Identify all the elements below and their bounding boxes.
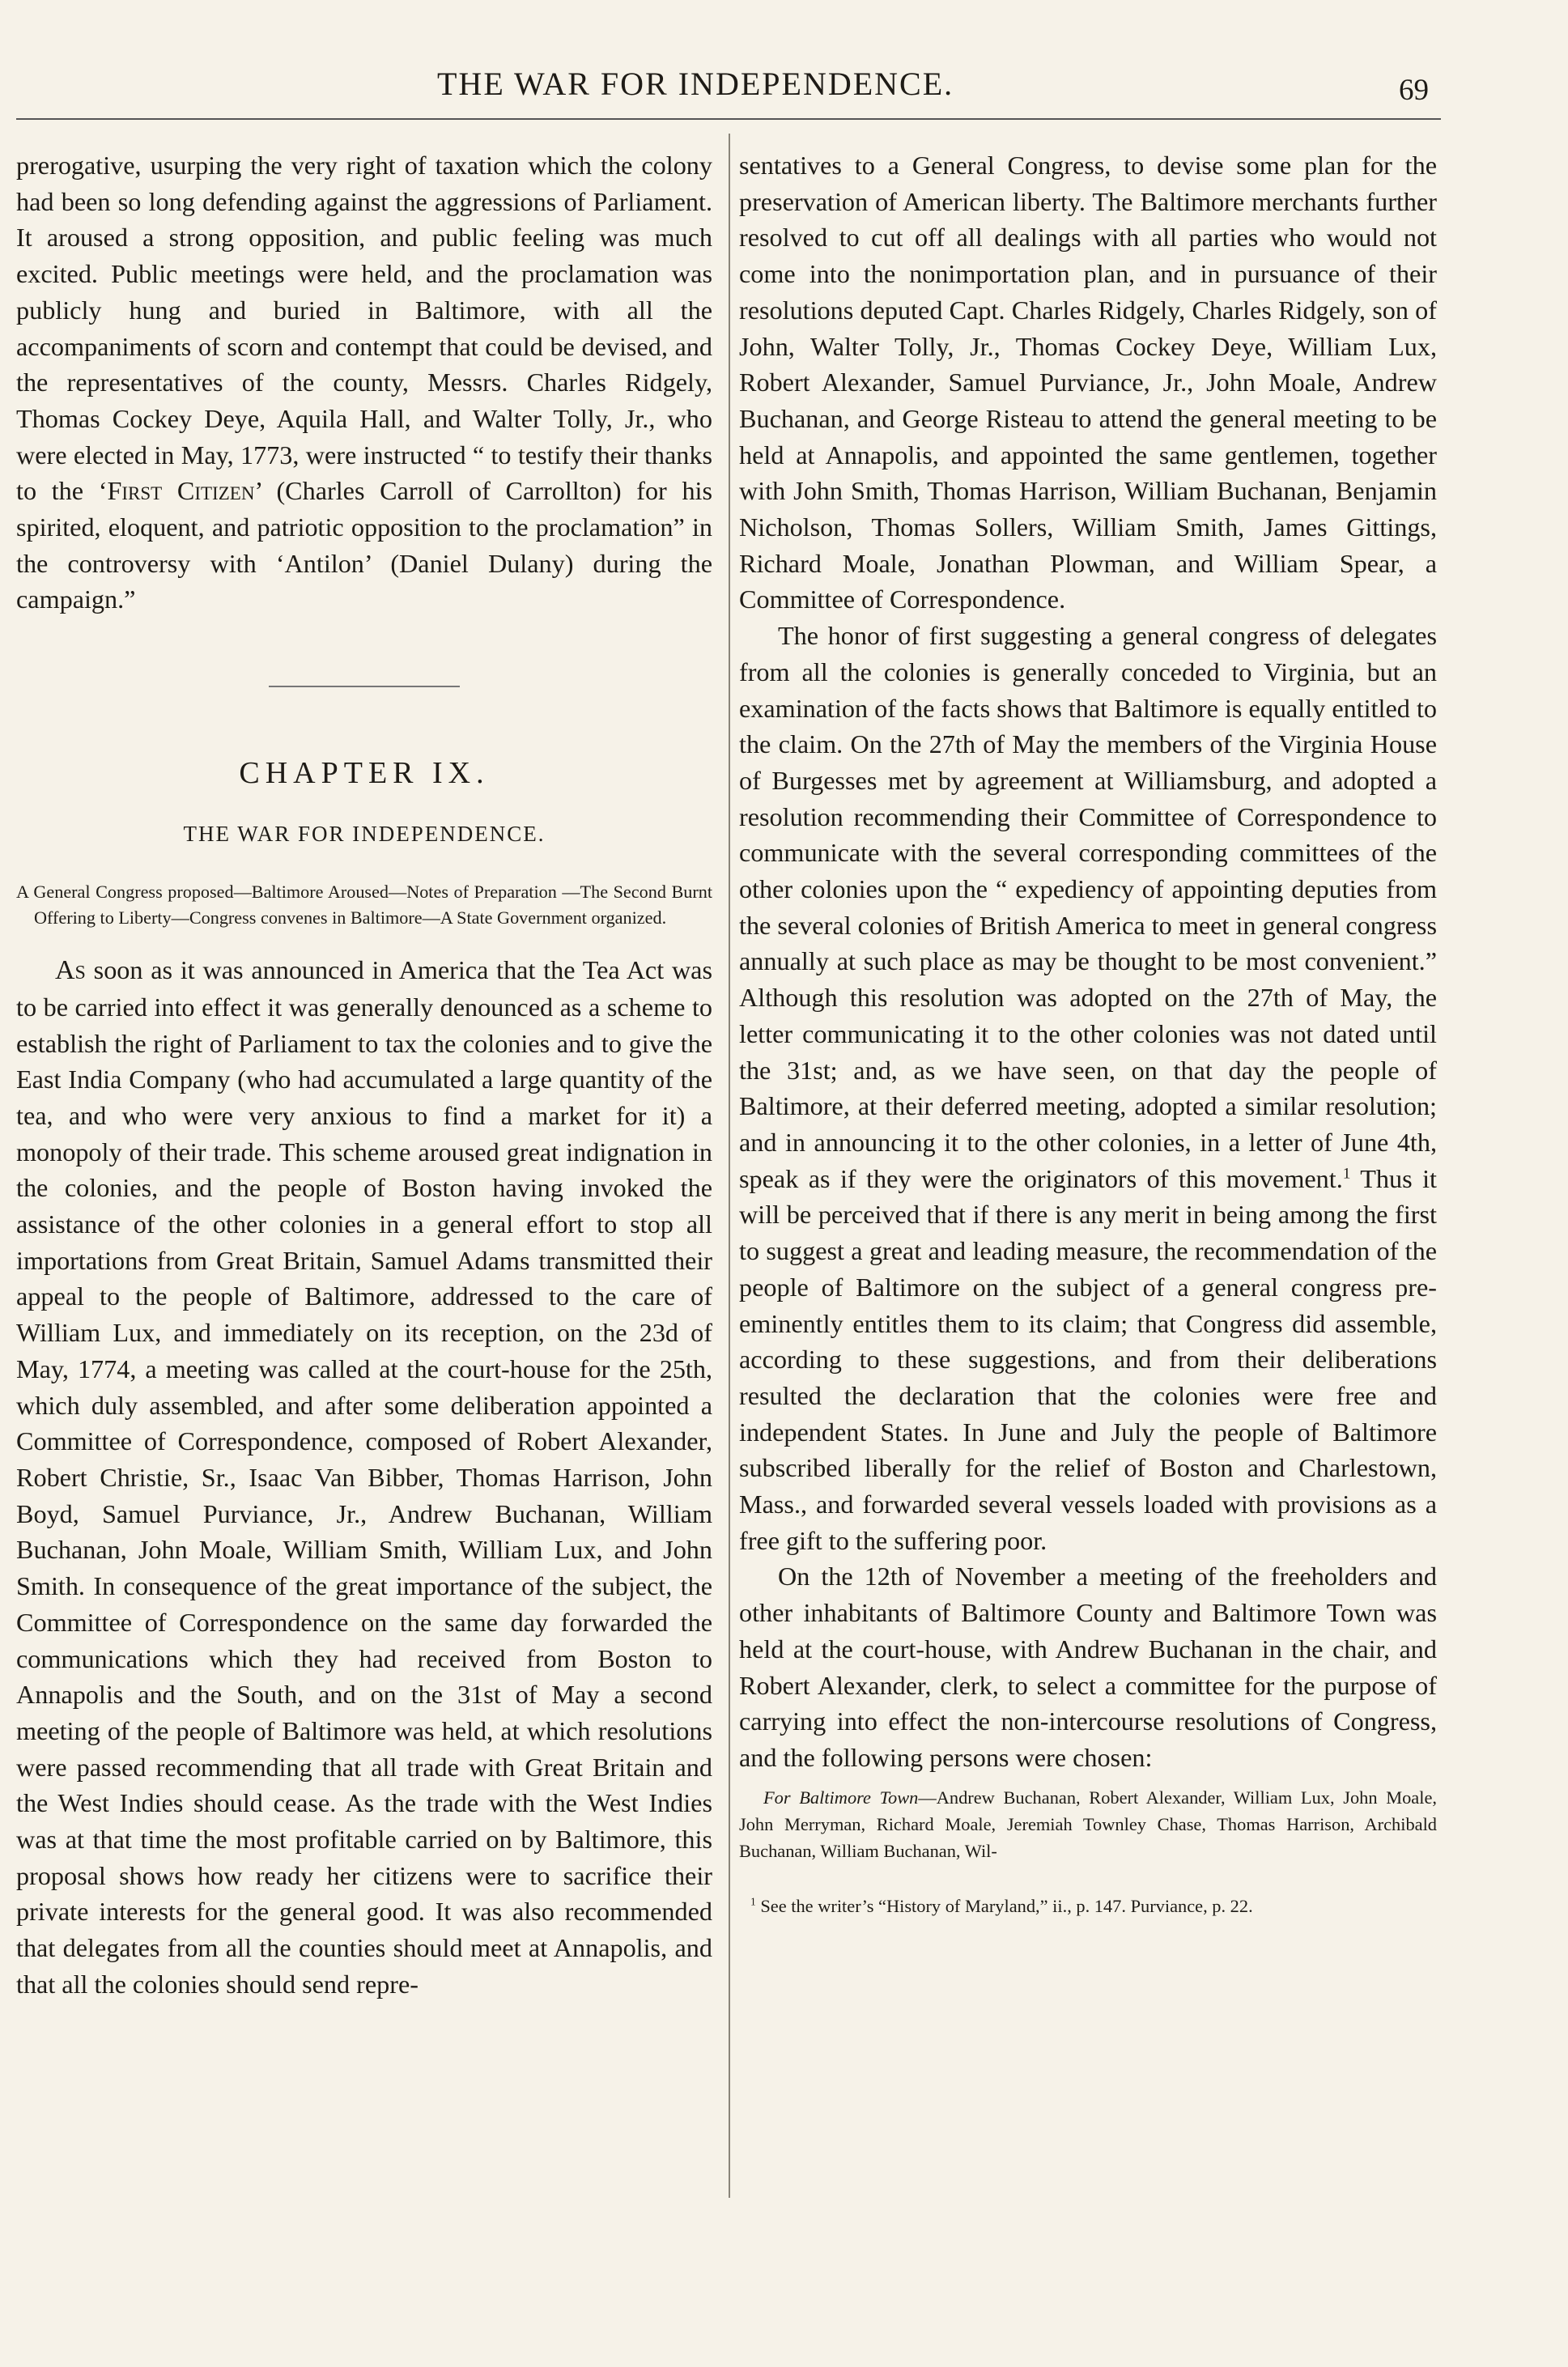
opening-lead-word: As xyxy=(55,955,86,986)
paragraph-2-text: The honor of first suggesting a general congress of delegates from all the colonies is generally conceded to Virginia, but an examination of the facts shows that Baltimore is equally entitled to the claim. On the 27th of May the members of the Virginia House of Burgesses met by agreement at Williamsburg, and adopted a resolution recommending their Committee of Correspondence to communicate with the several corresponding committees of the other colonies upon the “ expediency of appointing deputies from the several colonies of British America to meet in general congress annually at such place as may be thought to be most convenient.” Although this resolution was adopted on the 27th of May, the letter communicating it to the other colonies was not dated until the 31st; and, as we have seen, on that day the people of Baltimore, at their deferred meeting, adopted a similar resolution; and in announcing it to the other colonies, in a letter of June 4th, speak as if they were the originators of this movement. xyxy=(739,621,1437,1193)
page-number: 69 xyxy=(1399,74,1429,107)
running-head xyxy=(0,65,1568,113)
column-divider xyxy=(729,134,730,2198)
footnote xyxy=(739,1893,1437,1919)
first-citizen-smallcaps: First Citizen xyxy=(107,476,255,506)
committee-list-text: —Andrew Buchanan, Robert Alexander, William Lux, John Moale, John Merryman, Richard Moale, Jeremiah Townley Chase, Thomas Harrison, Archibald Buchanan, William Buchanan, Wil- xyxy=(739,1787,1437,1861)
section-rule xyxy=(269,686,460,687)
footnote-reference: 1 xyxy=(1342,1164,1351,1182)
opening-paragraph-text: soon as it was announced in America that the Tea Act was to be carried into effect it was generally denounced as a scheme to establish the right of Parliament to tax the colonies and to give the East India Company (who had accumulated a large quantity of the tea, and who were very anxious to find a market for it) a monopoly of their trade. This scheme aroused great indignation in the colonies, and the people of Boston having invoked the assistance of the other colonies in a general effort to stop all importations from Great Britain, Samuel Adams transmitted their appeal to the people of Baltimore, addressed to the care of William Lux, and immediately on its reception, on the 23d of May, 1774, a meeting was called at the court-house for the 25th, which duly assembled, and after some deliberation appointed a Committee of Correspondence, composed of Robert Alexander, Robert Christie, Sr., Isaac Van Bibber, Thomas Harrison, John Boyd, Samuel Purviance, Jr., Andrew Buchanan, William Buchanan, John Moale, William Smith, William Lux, and John Smith. In consequence of the great importance of the subject, the Committee of Correspondence on the same day forwarded the communications which they had received from Boston to Annapolis and the South, and on the 31st of May a second meeting of the people of Baltimore was held, at which resolutions were passed recommending that all trade with Great Britain and the West Indies should cease. As the trade with the West Indies was at that time the most profitable carried on by Baltimore, this proposal shows how ready her citizens were to sacrifice their private interests for the general good. It was also recommended that delegates from all the counties should meet at Annapolis, and that all the colonies should send repre- xyxy=(16,955,712,1999)
paragraph-1: sentatives to a General Congress, to devise some plan for the preservation of American liberty. The Baltimore merchants further resolved to cut off all dealings with all parties who would not come into the nonimportation plan, and in pursuance of their resolutions deputed Capt. Charles Ridgely, Charles Ridgely, son of John, Walter Tolly, Jr., Thomas Cockey Deye, William Lux, Robert Alexander, Samuel Purviance, Jr., John Moale, Andrew Buchanan, and George Risteau to attend the general meeting to be held at Annapolis, and appointed the same gentlemen, together with John Smith, Thomas Harrison, William Buchanan, Benjamin Nicholson, Thomas Sollers, William Smith, James Gittings, Richard Moale, Jonathan Plowman, and William Spear, a Committee of Correspondence. xyxy=(739,151,1437,614)
footnote-mark: 1 xyxy=(750,1895,756,1908)
running-title: THE WAR FOR INDEPENDENCE. xyxy=(437,66,954,102)
left-column xyxy=(16,147,712,2003)
chapter-title: THE WAR FOR INDEPENDENCE. xyxy=(183,822,546,847)
committee-list-lead: For Baltimore Town xyxy=(763,1787,919,1808)
paragraph-text-tail: ’ (Charles Carroll of Carrollton) for his spirited, eloquent, and patriotic opposition to the proclamation” in the controversy with ‘Antilon’ (Daniel Dulany) during the campaign.” xyxy=(16,476,713,614)
paragraph-3: On the 12th of November a meeting of the freeholders and other inhabitants of Baltimore County and Baltimore Town was held at the court-house, with Andrew Buchanan in the chair, and Robert Alexander, clerk, to select a committee for the purpose of carrying into effect the non-intercourse resolutions of Congress, and the following persons were chosen: xyxy=(739,1562,1437,1772)
paragraph-2 xyxy=(739,618,1437,1558)
continued-paragraph xyxy=(16,147,712,618)
header-rule xyxy=(16,118,1441,120)
paragraph-2-tail: Thus it will be perceived that if there is any merit in being among the first to suggest a great and leading measure, the recommendation of the people of Baltimore on the subject of a general congress pre-eminently entitles them to its claim; that Congress did assemble, according to these suggestions, and from their deliberations resulted the declaration that the colonies were free and independent States. In June and July the people of Baltimore subscribed liberally for the relief of Boston and Charlestown, Mass., and forwarded several vessels loaded with provisions as a free gift to the suffering poor. xyxy=(739,1163,1437,1555)
footnote-text: See the writer’s “History of Maryland,” ii., p. 147. Purviance, p. 22. xyxy=(755,1895,1253,1916)
committee-list xyxy=(739,1784,1437,1864)
paragraph-text: prerogative, usurping the very right of taxation which the colony had been so long defending against the aggressions of Parliament. It aroused a strong opposition, and public feeling was much excited. Public meetings were held, and the proclamation was publicly hung and buried in Baltimore, with all the accompaniments of scorn and contempt that could be devised, and the representatives of the county, Messrs. Charles Ridgely, Thomas Cockey Deye, Aquila Hall, and Walter Tolly, Jr., who were elected in May, 1773, were instructed “ to testify their thanks to the ‘ xyxy=(16,151,712,506)
chapter-synopsis: A General Congress proposed—Baltimore Aroused—Notes of Preparation —The Second Burnt Offering to Liberty—Congress convenes in Baltimore—A State Government organized. xyxy=(16,882,712,929)
chapter-number: CHAPTER IX. xyxy=(239,756,490,791)
right-column xyxy=(739,147,1437,1919)
opening-paragraph xyxy=(16,952,712,2002)
